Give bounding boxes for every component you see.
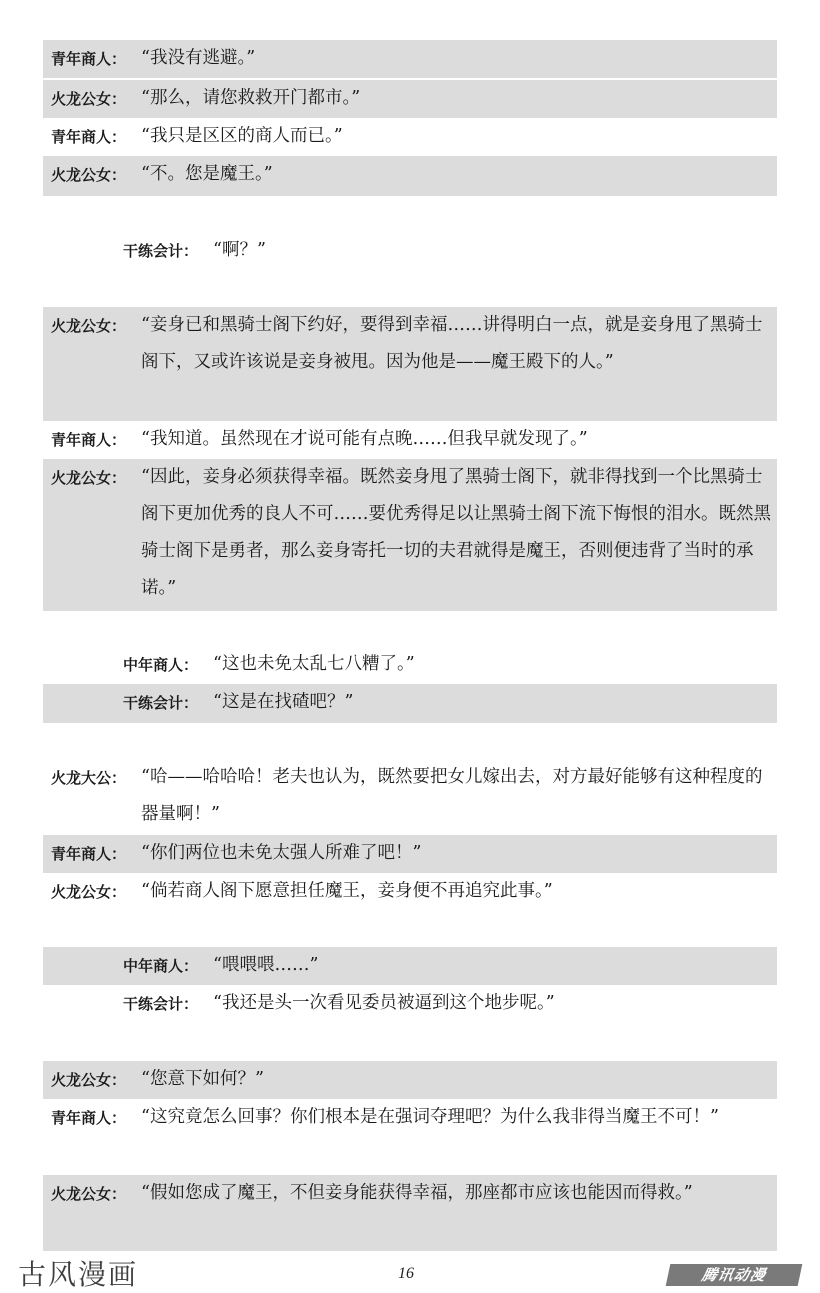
dialogue-text: “假如您成了魔王，不但妾身能获得幸福，那座都市应该也能因而得救。”: [141, 1183, 693, 1203]
dialogue-line: [43, 684, 777, 723]
speaker-label: 青年商人：: [51, 50, 127, 68]
dialogue-line: [43, 118, 777, 156]
speaker-label: 火龙公女：: [51, 317, 127, 335]
dialogue-line: [43, 80, 777, 118]
speaker-label: 火龙公女：: [51, 166, 127, 184]
speaker-label: 火龙公女：: [51, 883, 127, 901]
dialogue-text: “啊？”: [213, 240, 266, 260]
dialogue-line: [43, 985, 777, 1023]
dialogue-line: [43, 40, 777, 78]
dialogue-line: [43, 646, 777, 684]
dialogue-text: “我没有逃避。”: [141, 48, 256, 68]
speaker-label: 火龙大公：: [51, 769, 127, 787]
dialogue-text: “倘若商人阁下愿意担任魔王，妾身便不再追究此事。”: [141, 881, 553, 901]
speaker-label: 干练会计：: [123, 694, 199, 712]
dialogue-text: “我还是头一次看见委员被逼到这个地步呢。”: [213, 993, 555, 1013]
dialogue-line: [43, 873, 777, 911]
speaker-label: 火龙公女：: [51, 1185, 127, 1203]
page-number: 16: [398, 1265, 414, 1282]
speaker-label: 火龙公女：: [51, 469, 127, 487]
watermark-logo: 腾讯动漫: [666, 1264, 803, 1286]
dialogue-text: “哈——哈哈哈！老夫也认为，既然要把女儿嫁出去，对方最好能够有这种程度的器量啊！”: [141, 767, 763, 824]
dialogue-text: “您意下如何？”: [141, 1069, 264, 1089]
dialogue-line: [43, 232, 777, 270]
dialogue-line: [43, 156, 777, 196]
speaker-label: 青年商人：: [51, 128, 127, 146]
dialogue-text: “你们两位也未免太强人所难了吧！”: [141, 843, 422, 863]
dialogue-line: [43, 759, 777, 835]
dialogue-text: “喂喂喂……”: [213, 955, 319, 975]
dialogue-line: [43, 835, 777, 873]
speaker-label: 干练会计：: [123, 995, 199, 1013]
dialogue-text: “那么，请您救救开门都市。”: [141, 88, 361, 108]
dialogue-line: [43, 459, 777, 611]
speaker-label: 中年商人：: [123, 957, 199, 975]
dialogue-text: “我知道。虽然现在才说可能有点晚……但我早就发现了。”: [141, 429, 588, 449]
dialogue-line: [43, 421, 777, 459]
speaker-label: 青年商人：: [51, 1109, 127, 1127]
dialogue-line: [43, 1175, 777, 1251]
dialogue-text: “不。您是魔王。”: [141, 164, 273, 184]
dialogue-text: “这是在找碴吧？”: [213, 692, 354, 712]
dialogue-text: “这究竟怎么回事？你们根本是在强词夺理吧？为什么我非得当魔王不可！”: [141, 1107, 719, 1127]
speaker-label: 干练会计：: [123, 242, 199, 260]
speaker-label: 青年商人：: [51, 845, 127, 863]
dialogue-line: [43, 1099, 777, 1175]
dialogue-text: “妾身已和黑骑士阁下约好，要得到幸福……讲得明白一点，就是妾身甩了黑骑士阁下，又或许该说是妾身被甩。因为他是——魔王殿下的人。”: [141, 315, 763, 372]
dialogue-line: [43, 1061, 777, 1099]
dialogue-text: “这也未免太乱七八糟了。”: [213, 654, 415, 674]
dialogue-text: “我只是区区的商人而已。”: [141, 126, 343, 146]
speaker-label: 火龙公女：: [51, 90, 127, 108]
dialogue-line: [43, 947, 777, 985]
speaker-label: 中年商人：: [123, 656, 199, 674]
speaker-label: 青年商人：: [51, 431, 127, 449]
dialogue-line: [43, 307, 777, 421]
dialogue-text: “因此，妾身必须获得幸福。既然妾身甩了黑骑士阁下，就非得找到一个比黑骑士阁下更加优秀的良人不可……要优秀得足以让黑骑士阁下流下悔恨的泪水。既然黑骑士阁下是勇者，那么妾身寄托一切的夫君就得是魔王，否则便违背了当时的承诺。”: [141, 467, 771, 598]
site-logo: 古风漫画: [18, 1258, 139, 1291]
speaker-label: 火龙公女：: [51, 1071, 127, 1089]
